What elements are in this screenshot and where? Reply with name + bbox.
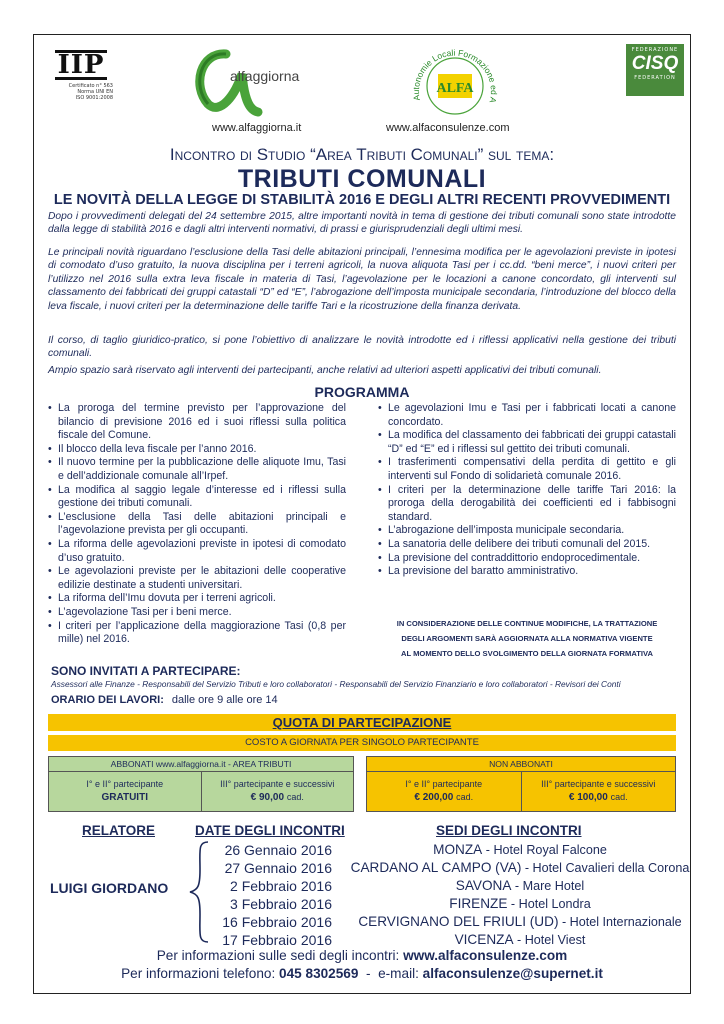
intro-paragraph: Ampio spazio sarà riservato agli interventi dei partecipanti, anche relativi ad ulteriori aspetti applicativi dei tributi comunali. [48, 365, 602, 376]
sede-hotel: - Hotel Internazionale [558, 915, 682, 929]
cell-price-wrap [202, 791, 354, 804]
invitati-heading: SONO INVITATI A PARTECIPARE: [51, 664, 241, 678]
sede-hotel: - Hotel Royal Falcone [482, 843, 607, 857]
alfa-ring-text: Autonomie Locali Formazione ed A [410, 47, 500, 104]
cell-price-wrap [522, 791, 676, 804]
non-abbonati-cell-1 [367, 772, 521, 812]
list-item: • La proroga del termine previsto per l’approvazione del bilancio di previsione 2016 ed i suoi riflessi sulla politica fiscale del Comune. [48, 402, 346, 443]
info-sedi [0, 948, 724, 963]
sede-hotel: - Mare Hotel [511, 879, 585, 893]
alfaggiorna-logo [190, 46, 350, 118]
date-item: 17 Febbraio 2016 [222, 932, 332, 948]
cell-label: III° partecipante e successivi [541, 779, 656, 789]
alfaggiorna-wordmark: alfaggiorna [230, 68, 300, 84]
list-item: • I criteri per l’applicazione della maggiorazione Tasi (0,8 per mille) nel 2016. [48, 620, 346, 647]
list-item: • L’abrogazione dell’imposta municipale secondaria. [378, 524, 676, 538]
programma-note [380, 616, 674, 661]
iip-mark: IIP [55, 50, 107, 80]
iip-cert-line: Norma UNI EN [77, 89, 113, 95]
date-item: 16 Febbraio 2016 [222, 914, 332, 930]
info-phone[interactable]: 045 8302569 [279, 966, 359, 981]
abbonati-box [48, 756, 354, 812]
sede-hotel: - Hotel Londra [507, 897, 591, 911]
cell-price: € 90,00 [250, 792, 285, 803]
non-abbonati-cell-2 [521, 772, 676, 812]
alfa-mark: ALFA [436, 81, 474, 96]
date-item: 27 Gennaio 2016 [224, 860, 332, 876]
cell-label: III° partecipante e successivi [220, 779, 335, 789]
page-title: TRIBUTI COMUNALI [237, 165, 487, 193]
page-subtitle: LE NOVITÀ DELLA LEGGE DI STABILITÀ 2016 E DEGLI ALTRI RECENTI PROVVEDIMENTI [53, 192, 671, 208]
iip-cert-line: ISO 9001:2008 [75, 95, 113, 101]
alfa-seal-icon [400, 40, 510, 130]
iip-cert-line: Certificato n° 563 [68, 83, 113, 89]
list-item: • La previsione del contraddittorio endoprocedimentale. [378, 552, 676, 566]
date-item: 26 Gennaio 2016 [224, 842, 332, 858]
abbonati-cell-2 [201, 772, 354, 812]
alfa-consulenze-logo [400, 40, 510, 130]
sede-item [340, 859, 700, 877]
sede-city: SAVONA [455, 878, 512, 893]
sede-city: CARDANO AL CAMPO (VA) [350, 860, 522, 875]
list-item: • La modifica del classamento dei fabbricati dei gruppi catastali “D” ed “E” ed i riflessi sul gettito dei tributi comunali. [378, 429, 676, 456]
orario-value: dalle ore 9 alle ore 14 [171, 694, 278, 706]
url-alfaconsulenze[interactable]: www.alfaconsulenze.com [386, 122, 510, 134]
intro-paragraph: Le principali novità riguardano l’esclusione della Tasi delle abitazioni principali, l’ennesima modifica per le agevolazioni previste in ipotesi di comodato d’uso gratuito, la nuova disciplina per i terreni agricoli, la nuova aliquota Tasi per i cc.dd. “beni merce”, i nuovi criteri per l’utilizzo nel 2016 sulla extra leva fiscale in materia di Tasi, l’agevolazione per le locazioni a canone concordato, gli interventi sul classamento dei fabbricati dei gruppi catastali “D” ed “E”, l’abrogazione dell’imposta municipale secondaria, l’introduzione del blocco della leva fiscale, i nuovi criteri per la determinazione delle tariffe Tari e la ricostruzione della finanza derivata. [48, 247, 676, 312]
cell-price: € 100,00 [568, 792, 608, 803]
programma-right-list [378, 402, 676, 579]
sede-city: FIRENZE [449, 896, 508, 911]
event-intro: Incontro di Studio “Area Tributi Comunali” sul tema: [169, 145, 555, 164]
cell-unit: cad. [286, 792, 304, 802]
cell-unit: cad. [456, 792, 474, 802]
list-item: • La modifica al saggio legale d’interesse ed i riflessi sulla gestione dei tributi comunali. [48, 484, 346, 511]
info-email-label: e-mail: [378, 966, 419, 981]
cisq-bottom: FEDERATION [634, 75, 676, 81]
quota-heading: QUOTA DI PARTECIPAZIONE [48, 714, 676, 731]
sede-item [340, 877, 700, 895]
date-item: 2 Febbraio 2016 [230, 878, 332, 894]
list-item: • La riforma dell’Imu dovuta per i terreni agricoli. [48, 592, 346, 606]
date-item: 3 Febbraio 2016 [230, 896, 332, 912]
list-item: • Il blocco della leva fiscale per l’anno 2016. [48, 443, 346, 457]
info-separator: - [366, 966, 371, 981]
list-item: • La sanatoria delle delibere dei tributi comunali del 2015. [378, 538, 676, 552]
note-line: AL MOMENTO DELLO SVOLGIMENTO DELLA GIORNATA FORMATIVA [401, 649, 653, 658]
info-contatti [0, 966, 724, 981]
list-item: • I trasferimenti compensativi della perdita di gettito e gli interventi sul Fondo di solidarietà comunale 2016. [378, 456, 676, 483]
non-abbonati-head: NON ABBONATI [367, 757, 675, 772]
list-item: • L’agevolazione Tasi per i beni merce. [48, 606, 346, 620]
list-item: • L’esclusione della Tasi delle abitazioni principali e l’agevolazione prevista per gli occupanti. [48, 511, 346, 538]
sede-hotel: - Hotel Cavalieri della Corona [521, 861, 690, 875]
orario-label: ORARIO DEI LAVORI: [51, 694, 164, 706]
sede-item [340, 841, 700, 859]
programma-left-list [48, 402, 346, 647]
cisq-mark: CISQ [631, 53, 679, 74]
sedi-heading: SEDI DEGLI INCONTRI [436, 823, 582, 838]
cisq-top: FEDERAZIONE [631, 47, 679, 53]
iip-logo [55, 50, 117, 101]
note-line: IN CONSIDERAZIONE DELLE CONTINUE MODIFICHE, LA TRATTAZIONE [396, 619, 658, 628]
note-line: DEGLI ARGOMENTI SARÀ AGGIORNATA ALLA NORMATIVA VIGENTE [401, 634, 653, 643]
sede-city: VICENZA [454, 932, 514, 947]
info-email[interactable]: alfaconsulenze@supernet.it [422, 966, 603, 981]
intro-paragraph: Il corso, di taglio giuridico-pratico, si pone l’obiettivo di analizzare le novità introdotte ed i riflessi applicativi nella gestione dei tributi comunali. [48, 335, 676, 360]
list-item: • La previsione del baratto amministrativo. [378, 565, 676, 579]
list-item: • Le agevolazioni Imu e Tasi per i fabbricati locati a canone concordato. [378, 402, 676, 429]
abbonati-head: ABBONATI www.alfaggiorna.it - AREA TRIBUTI [49, 757, 353, 772]
abbonati-cell-1 [49, 772, 201, 812]
cell-unit: cad. [610, 792, 628, 802]
list-item: • La riforma delle agevolazioni previste in ipotesi di comodato d’uso gratuito. [48, 538, 346, 565]
orario-lavori [51, 694, 278, 706]
cell-price-wrap [367, 791, 521, 804]
info-sedi-link[interactable]: www.alfaconsulenze.com [403, 948, 568, 963]
cell-price: € 200,00 [414, 792, 454, 803]
sedi-list [340, 841, 700, 949]
cell-label: I° e II° partecipante [86, 779, 164, 789]
cisq-logo [626, 44, 684, 96]
sede-city: CERVIGNANO DEL FRIULI (UD) [358, 914, 559, 929]
invitati-list: Assessori alle Finanze - Responsabili del Servizio Tributi e loro collaboratori - Responsabili del Servizio Finanziario e loro collaboratori - Revisori dei Conti [51, 679, 621, 689]
sede-item [340, 895, 700, 913]
info-sedi-label: Per informazioni sulle sedi degli incontri: [156, 948, 400, 963]
list-item: • Le agevolazioni previste per le abitazioni delle cooperative edilizie destinate a studenti universitari. [48, 565, 346, 592]
cell-label: I° e II° partecipante [405, 779, 483, 789]
relatore-heading: RELATORE [82, 823, 156, 838]
sede-item [340, 931, 700, 949]
dates-list [198, 841, 332, 949]
sede-city: MONZA [433, 842, 483, 857]
list-item: • I criteri per la determinazione delle tariffe Tari 2016: la proroga della derogabilità dei coefficienti ed i fabbisogni standard. [378, 484, 676, 525]
non-abbonati-box [366, 756, 676, 812]
programma-heading: PROGRAMMA [314, 384, 410, 400]
date-heading: DATE DEGLI INCONTRI [195, 823, 345, 838]
intro-paragraph: Dopo i provvedimenti delegati del 24 settembre 2015, altre importanti novità in tema di gestione dei tributi comunali sono state introdotte dalla legge di stabilità 2016 e dagli altri interventi normativi, di prassi e giurisprudenziali degli ultimi mesi. [48, 211, 676, 236]
cell-price: GRATUITI [101, 792, 148, 803]
list-item: • Il nuovo termine per la pubblicazione delle aliquote Imu, Tasi e dell’addizionale comunale all’Irpef. [48, 456, 346, 483]
relatore-name: LUIGI GIORDANO [50, 880, 169, 896]
costo-heading: COSTO A GIORNATA PER SINGOLO PARTECIPANTE [48, 735, 676, 751]
info-phone-label: Per informazioni telefono: [121, 966, 276, 981]
sede-hotel: - Hotel Viest [513, 933, 586, 947]
sede-item [340, 913, 700, 931]
iip-cert [55, 83, 113, 101]
url-alfaggiorna[interactable]: www.alfaggiorna.it [212, 122, 302, 134]
